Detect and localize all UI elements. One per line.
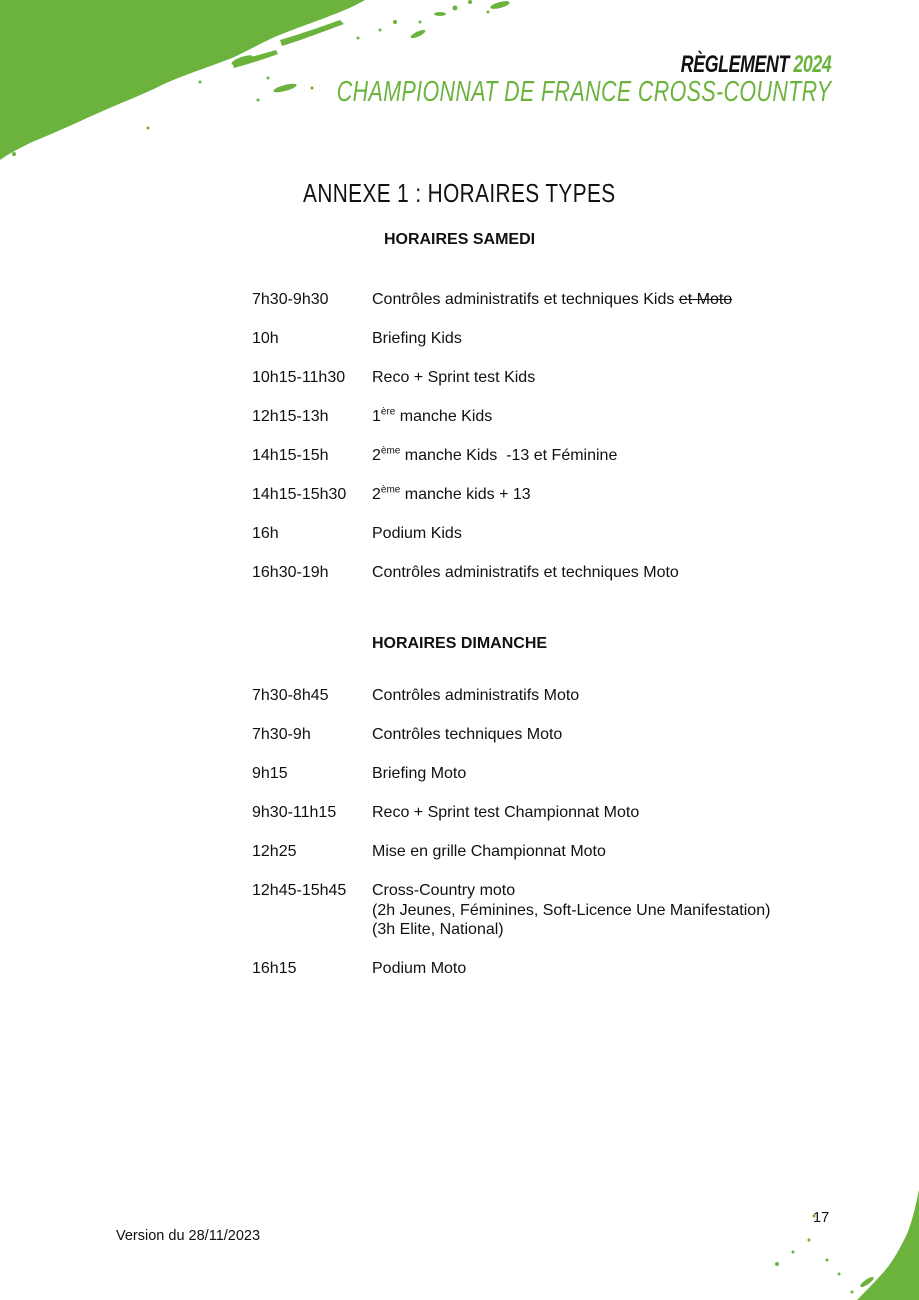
schedule-row	[252, 959, 852, 979]
row-time: 14h15-15h	[252, 447, 329, 464]
schedule-row	[252, 290, 852, 310]
row-description: Contrôles techniques Moto	[372, 726, 563, 743]
schedule-row	[252, 881, 852, 940]
brand-year: 2024	[792, 51, 831, 78]
row-description: Briefing Kids	[372, 330, 462, 347]
row-description: 2ème manche kids + 13	[372, 484, 531, 503]
description-line: Cross-Country moto	[372, 882, 516, 899]
row-time: 10h	[252, 330, 279, 347]
schedule-row	[252, 407, 852, 427]
row-description: 1ère manche Kids	[372, 406, 493, 425]
annex-title: ANNEXE 1 : HORAIRES TYPES	[303, 178, 616, 208]
row-time: 9h30-11h15	[252, 804, 337, 821]
row-time: 12h15-13h	[252, 408, 329, 425]
sunday-schedule	[252, 686, 852, 979]
schedule-row	[252, 446, 852, 466]
row-description: Reco + Sprint test Championnat Moto	[372, 804, 640, 821]
row-time: 12h25	[252, 843, 297, 860]
schedule-row	[252, 803, 852, 823]
schedule-row	[252, 563, 852, 583]
description-line: (3h Elite, National)	[372, 921, 504, 938]
row-description: Podium Kids	[372, 525, 462, 542]
row-description: Reco + Sprint test Kids	[372, 369, 536, 386]
brand-title	[336, 52, 831, 78]
schedule-row	[252, 368, 852, 388]
schedule-row	[252, 524, 852, 544]
schedule-row	[252, 725, 852, 745]
row-description	[372, 881, 852, 940]
row-time: 14h15-15h30	[252, 486, 347, 503]
brand-word: RÈGLEMENT	[680, 51, 789, 78]
row-description: Briefing Moto	[372, 765, 467, 782]
row-description: Podium Moto	[372, 960, 467, 977]
row-description: Contrôles administratifs et techniques Moto	[372, 564, 679, 581]
row-description: Contrôles administratifs Moto	[372, 687, 580, 704]
row-time: 12h45-15h45	[252, 882, 347, 899]
header-brand	[336, 52, 831, 106]
description-line: (2h Jeunes, Féminines, Soft-Licence Une Manifestation)	[372, 901, 771, 919]
struck-text: et Moto	[678, 291, 733, 308]
saturday-section-title: HORAIRES SAMEDI	[383, 231, 536, 248]
row-time: 7h30-9h30	[252, 291, 329, 308]
schedule-row	[252, 329, 852, 349]
row-time: 9h15	[252, 765, 288, 782]
page-number: 17	[813, 1210, 830, 1226]
row-description: Mise en grille Championnat Moto	[372, 843, 606, 860]
schedule-row	[252, 764, 852, 784]
row-time: 16h30-19h	[252, 564, 329, 581]
row-description: Contrôles administratifs et techniques Kids et Moto	[372, 291, 733, 308]
row-description: 2ème manche Kids -13 et Féminine	[372, 445, 618, 464]
sunday-section-title: HORAIRES DIMANCHE	[371, 635, 548, 652]
green-paint-splash-bottom-right	[749, 1190, 919, 1300]
row-time: 16h	[252, 525, 279, 542]
row-time: 7h30-8h45	[252, 687, 329, 704]
row-time: 7h30-9h	[252, 726, 311, 743]
schedule-row	[252, 842, 852, 862]
schedule-row	[252, 686, 852, 706]
version-date: Version du 28/11/2023	[116, 1228, 261, 1244]
saturday-schedule	[252, 290, 852, 583]
row-time: 16h15	[252, 960, 297, 977]
championship-name: CHAMPIONNAT DE FRANCE CROSS-COUNTRY	[336, 76, 831, 108]
row-time: 10h15-11h30	[252, 369, 346, 386]
schedule-row	[252, 485, 852, 505]
